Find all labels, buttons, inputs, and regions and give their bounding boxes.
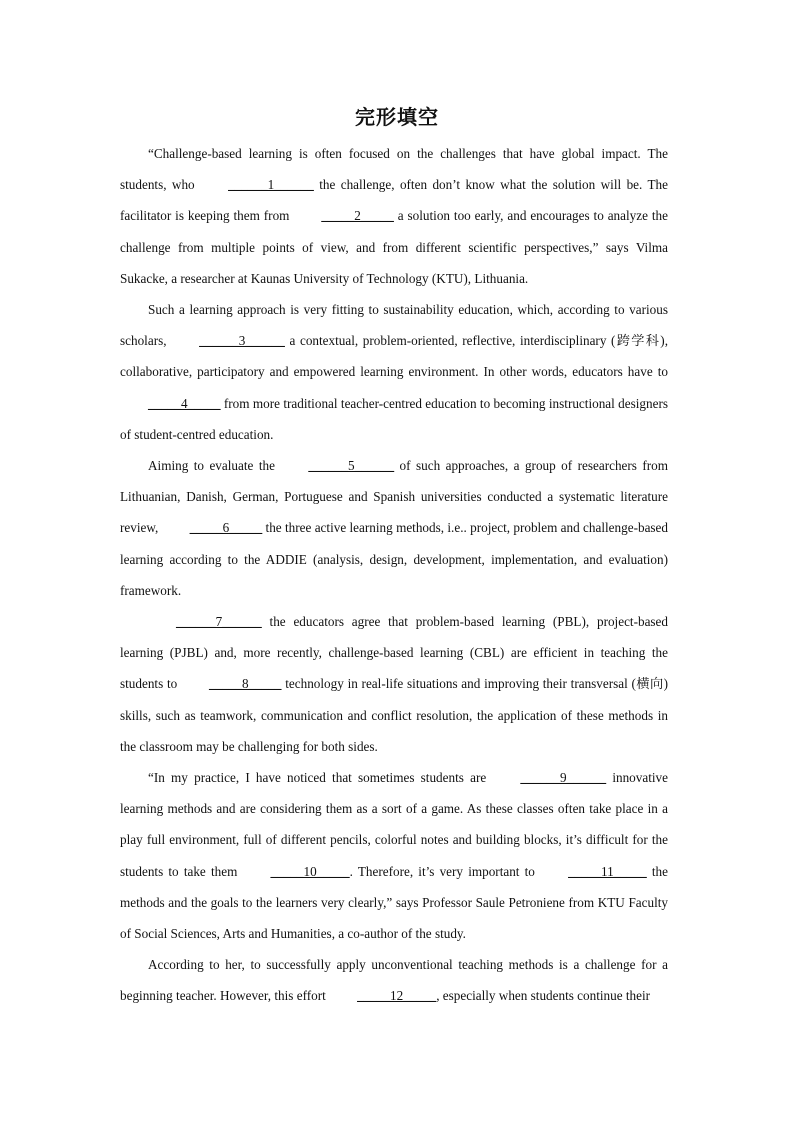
passage-text: the three active learning methods, i.e.. project, problem and challenge-based learning according to the ADDIE (analysis, design, development, implementation, and evaluation) framework. [120,520,668,598]
answer-blank: _____8_____ [208,676,282,692]
passage-text: According to her, to successfully apply unconventional teaching methods is a challenge for a beginning teacher. However, this effort [120,957,668,1004]
answer-blank: ______7______ [176,614,262,630]
passage-text: “Challenge-based learning is often focused on the challenges that have global impact. The students, who [120,146,668,193]
answer-blank: _____12_____ [357,988,437,1004]
passage-text: , especially when students continue their [436,988,651,1004]
passage-text: Aiming to evaluate the [148,458,281,474]
passage-text: innovative learning methods and are considering them as a sort of a game. As these classes often take place in a play full environment, full of different pencils, colorful notes and building blocks, it’s difficult for the students to take them [120,770,668,879]
answer-blank: ______5______ [308,458,395,474]
answer-blank: _____4_____ [148,395,221,411]
passage-text: a contextual, problem-oriented, reflective, interdisciplinary (跨学科), collaborative, participatory and empowered learning environment. In other words, educators have to [120,333,668,380]
answer-blank: _____6_____ [189,520,263,536]
paragraph [120,450,668,606]
passage-text: Such a learning approach is very fitting to sustainability education, which, according to various scholars, [120,302,668,349]
passage-text: a solution too early, and encourages to analyze the challenge from multiple points of view, and from different scientific perspectives,” says Vilma Sukacke, a researcher at Kaunas University of Technology (KTU), Lithuania. [120,208,668,286]
paragraph [120,606,668,762]
passage-body [120,138,668,1012]
answer-blank: _____11_____ [568,863,647,879]
passage-text: technology in real-life situations and improving their transversal (横向) skills, such as teamwork, communication and conflict resolution, the application of these methods in the classroom may be challenging for both sides. [120,676,669,754]
paragraph [120,138,668,294]
passage-text: the challenge, often don’t know what the solution will be. The facilitator is keeping them from [120,177,668,224]
paragraph [120,294,668,450]
page-title: 完形填空 [355,105,439,129]
answer-blank: _____10_____ [270,863,350,879]
passage-text: the educators agree that problem-based learning (PBL), project-based learning (PJBL) and, more recently, challenge-based learning (CBL) are efficient in teaching the students to [120,614,668,692]
paragraph [120,949,668,1011]
answer-blank: ______1______ [228,177,314,193]
passage-text: “In my practice, I have noticed that sometimes students are [148,770,493,786]
answer-blank: ______3______ [199,333,285,349]
paragraph [120,762,668,949]
answer-blank: _____2_____ [321,208,394,224]
answer-blank: ______9______ [520,770,607,786]
passage-text: from more traditional teacher-centred education to becoming instructional designers of student-centred education. [120,395,668,442]
passage-text: the methods and the goals to the learners very clearly,” says Professor Saule Petroniene from KTU Faculty of Social Sciences, Arts and Humanities, a co-author of the study. [120,863,668,942]
passage-text: of such approaches, a group of researchers from Lithuanian, Danish, German, Portuguese and Spanish universities conducted a systematic literature review, [120,458,668,536]
passage-text: . Therefore, it’s very important to [349,863,541,879]
